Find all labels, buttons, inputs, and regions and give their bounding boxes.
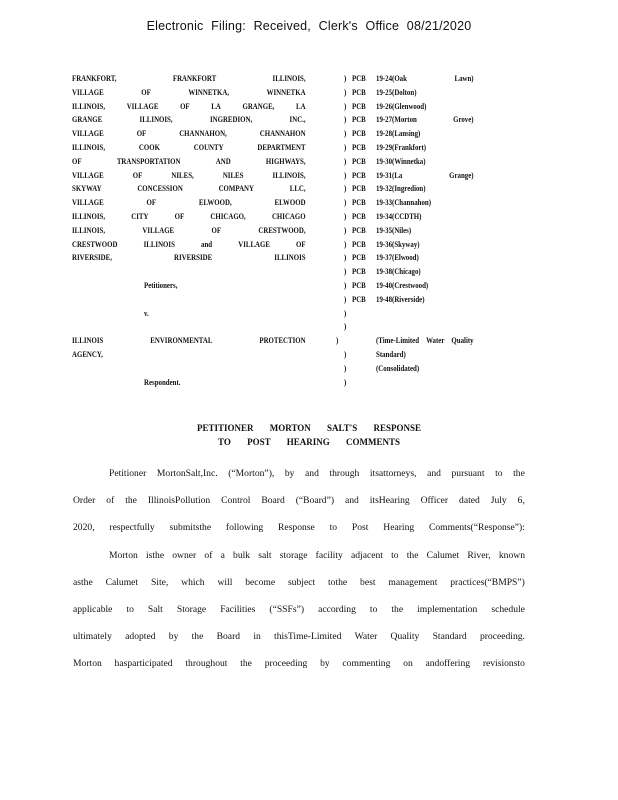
- word: River,: [467, 549, 491, 561]
- word: MortonSalt,Inc.: [156, 468, 218, 479]
- case-number: 19-30(Winnetka): [376, 155, 426, 166]
- word: Comments(“Response”):: [428, 522, 525, 534]
- word: CITY: [131, 210, 149, 221]
- pcb-label: PCB: [352, 169, 366, 180]
- caption-row: [72, 320, 456, 334]
- caption-row: [72, 210, 456, 224]
- word: TRANSPORTATION: [116, 155, 181, 166]
- word: DEPARTMENT: [257, 141, 306, 152]
- word: management: [388, 576, 438, 588]
- caption-paren: ): [344, 86, 347, 97]
- word: OF: [211, 224, 222, 235]
- word: the: [240, 658, 252, 670]
- word: Calumet: [105, 576, 139, 588]
- word: pursuant: [451, 468, 485, 479]
- word: OF: [132, 169, 143, 180]
- paragraph-1-line: [73, 460, 525, 487]
- paragraph-2-line: [73, 596, 525, 623]
- pcb-label: PCB: [352, 197, 366, 208]
- party-name-line: [72, 141, 306, 155]
- word: to: [391, 549, 399, 561]
- pcb-label: PCB: [352, 238, 366, 249]
- caption-paren: ): [336, 335, 339, 346]
- word: Storage: [176, 604, 207, 616]
- caption-paren: ): [344, 128, 347, 139]
- word: (“Morton”),: [228, 468, 275, 479]
- word: ILLINOIS,: [72, 141, 106, 152]
- word: INC.,: [289, 114, 306, 125]
- word: applicable: [73, 604, 113, 616]
- word: ILLINOIS,: [72, 100, 106, 111]
- word: OF: [136, 128, 147, 139]
- word: practices(“BMPS”): [450, 576, 525, 588]
- word: ultimately: [73, 631, 112, 643]
- word: storage: [279, 549, 308, 561]
- pcb-label: PCB: [352, 210, 366, 221]
- caption-row: [72, 348, 456, 362]
- caption-row: [72, 196, 456, 210]
- caption-row: [72, 155, 456, 169]
- word: OF: [72, 155, 82, 166]
- word: revisionsto: [482, 658, 525, 670]
- word: a: [220, 549, 225, 561]
- word: adopted: [125, 631, 156, 643]
- case-number: 19-37(Elwood): [376, 252, 419, 263]
- case-number: 19-34(CCDTH): [376, 210, 422, 221]
- word: ILLINOIS: [72, 335, 104, 346]
- word: thisTime-Limited: [274, 631, 342, 643]
- party-name-line: [72, 86, 306, 100]
- word: VILLAGE: [238, 238, 270, 249]
- word: (“Board”): [295, 495, 335, 507]
- word: 19-31(La: [376, 169, 403, 180]
- word: the: [191, 631, 204, 643]
- pcb-label: PCB: [352, 155, 366, 166]
- word: IllinoisPollution: [147, 495, 211, 507]
- word: Board: [216, 631, 241, 643]
- caption-paren: ): [344, 210, 347, 221]
- word: COMPANY: [218, 183, 254, 194]
- word: Morton: [109, 549, 138, 561]
- word: Salt: [147, 604, 163, 616]
- word: itsattorneys,: [369, 468, 417, 479]
- word: FRANKFORT,: [72, 73, 117, 83]
- caption-row: [72, 141, 456, 155]
- case-number: [376, 169, 474, 183]
- caption-row: [72, 334, 474, 348]
- word: COUNTY: [193, 141, 224, 152]
- party-name-line: [72, 334, 306, 348]
- paragraph-2-line: [73, 569, 525, 596]
- caption-paren: ): [344, 321, 347, 332]
- word: facility: [315, 549, 343, 561]
- case-number: [376, 334, 474, 348]
- party-name-line: Petitioners,: [144, 279, 178, 290]
- pcb-label: PCB: [352, 293, 366, 304]
- word: VILLAGE: [126, 100, 159, 111]
- word: RIVERSIDE: [173, 252, 213, 263]
- word: OF: [180, 100, 190, 111]
- word: FRANKFORT: [172, 73, 217, 83]
- case-number: Standard): [376, 348, 406, 359]
- word: adjacent: [350, 549, 383, 561]
- word: WINNETKA,: [188, 86, 230, 97]
- caption-row: [72, 169, 474, 183]
- case-number: (Consolidated): [376, 362, 420, 373]
- word: Water: [426, 335, 445, 346]
- word: Officer: [420, 495, 449, 507]
- word: NILES: [222, 169, 244, 180]
- word: GRANGE: [72, 114, 103, 125]
- word: AND: [215, 155, 231, 166]
- word: ILLINOIS,: [72, 224, 106, 235]
- caption-paren: ): [344, 73, 347, 83]
- word: (Time-Limited: [376, 335, 420, 346]
- word: OF: [141, 86, 151, 97]
- party-name-line: [72, 169, 306, 183]
- caption-row: [72, 279, 456, 293]
- paragraph-2-line: [73, 542, 525, 569]
- word: INGREDION,: [209, 114, 253, 125]
- case-number: 19-26(Glenwood): [376, 100, 427, 111]
- party-name-line: AGENCY,: [72, 348, 103, 359]
- word: schedule: [491, 604, 525, 616]
- caption-row: [72, 251, 456, 265]
- word: 2020,: [73, 522, 95, 534]
- word: asthe: [73, 576, 93, 588]
- party-name-line: Respondent.: [144, 376, 181, 387]
- word: hasparticipated: [114, 658, 173, 670]
- case-number: 19-48(Riverside): [376, 293, 425, 304]
- word: Water: [354, 631, 378, 643]
- party-name-line: [72, 182, 306, 196]
- party-name-line: [72, 251, 306, 265]
- word: Morton: [73, 658, 102, 670]
- word: VILLAGE: [72, 197, 104, 208]
- word: dated: [459, 495, 480, 507]
- caption-paren: ): [344, 238, 347, 249]
- case-number: 19-36(Skyway): [376, 238, 420, 249]
- party-name-line: [72, 100, 306, 114]
- party-name-line: v.: [144, 307, 149, 318]
- word: Facilities: [220, 604, 256, 616]
- word: CHICAGO,: [210, 210, 246, 221]
- caption-paren: ): [344, 376, 347, 387]
- word: which: [181, 576, 205, 588]
- caption-row: [72, 127, 456, 141]
- document-body: [73, 460, 525, 678]
- word: subject: [287, 576, 316, 588]
- caption-paren: ): [344, 141, 347, 152]
- pcb-label: PCB: [352, 86, 366, 97]
- word: CHANNAHON,: [179, 128, 227, 139]
- pcb-label: PCB: [352, 183, 366, 194]
- word: itsHearing: [369, 495, 410, 507]
- word: LLC,: [289, 183, 306, 194]
- word: the: [513, 468, 525, 479]
- word: through: [329, 468, 360, 479]
- word: 6,: [517, 495, 525, 507]
- caption-row: [72, 224, 456, 238]
- word: July: [490, 495, 507, 507]
- word: on: [403, 658, 413, 670]
- word: of: [106, 495, 115, 507]
- word: CHANNAHON: [259, 128, 306, 139]
- word: VILLAGE: [142, 224, 175, 235]
- case-number: 19-35(Niles): [376, 224, 412, 235]
- word: will: [217, 576, 233, 588]
- pcb-label: PCB: [352, 252, 366, 263]
- word: VILLAGE: [72, 86, 104, 97]
- caption-paren: ): [344, 155, 347, 166]
- word: LA: [211, 100, 221, 111]
- word: VILLAGE: [72, 128, 104, 139]
- word: SKYWAY: [72, 183, 102, 194]
- title-line-1: PETITIONER MORTON SALT'S RESPONSE: [197, 423, 421, 433]
- paragraph-2-line: [73, 650, 525, 677]
- word: OF: [174, 210, 185, 221]
- case-number: 19-25(Dolton): [376, 86, 417, 97]
- word: ILLINOIS,: [272, 73, 306, 83]
- word: respectfully: [109, 522, 155, 534]
- word: the: [125, 495, 137, 507]
- word: ELWOOD: [274, 197, 306, 208]
- word: ELWOOD,: [198, 197, 232, 208]
- word: submitsthe: [169, 522, 212, 534]
- caption-paren: ): [344, 114, 347, 125]
- caption-row: [72, 86, 456, 100]
- word: Hearing: [383, 522, 415, 534]
- word: OF: [146, 197, 157, 208]
- word: ILLINOIS,: [72, 210, 106, 221]
- pcb-label: PCB: [352, 100, 366, 111]
- word: Control: [221, 495, 251, 507]
- case-number: 19-29(Frankfort): [376, 141, 427, 152]
- word: ENVIRONMENTAL: [150, 335, 213, 346]
- word: HIGHWAYS,: [265, 155, 306, 166]
- caption-row: [72, 376, 456, 390]
- pcb-label: PCB: [352, 141, 366, 152]
- word: and: [305, 468, 319, 479]
- paragraph-2-line: [73, 623, 525, 650]
- case-number: [376, 113, 474, 127]
- word: andoffering: [425, 658, 471, 670]
- caption-row: [72, 238, 456, 252]
- word: Standard: [432, 631, 467, 643]
- caption-paren: ): [344, 279, 347, 290]
- caption-paren: ): [344, 307, 347, 318]
- word: isthe: [145, 549, 165, 561]
- word: CRESTWOOD,: [258, 224, 306, 235]
- caption-paren: ): [344, 169, 347, 180]
- word: the: [391, 604, 404, 616]
- word: COOK: [138, 141, 160, 152]
- pcb-label: PCB: [352, 266, 366, 277]
- caption-paren: ): [344, 266, 347, 277]
- caption-row: [72, 182, 456, 196]
- word: Quality: [390, 631, 420, 643]
- word: and: [344, 495, 359, 507]
- case-number: 19-40(Crestwood): [376, 279, 429, 290]
- word: owner: [172, 549, 197, 561]
- case-number: 19-38(Chicago): [376, 266, 421, 277]
- caption-paren: ): [344, 100, 347, 111]
- word: implementation: [417, 604, 478, 616]
- word: throughout: [185, 658, 228, 670]
- word: PROTECTION: [259, 335, 306, 346]
- word: Grove): [453, 114, 474, 125]
- party-name-line: [72, 210, 306, 224]
- caption-paren: ): [344, 252, 347, 263]
- word: in: [253, 631, 261, 643]
- word: CHICAGO: [271, 210, 306, 221]
- party-name-line: [72, 155, 306, 169]
- caption-paren: ): [344, 197, 347, 208]
- word: 19-27(Morton: [376, 114, 417, 125]
- caption-row: [72, 362, 456, 376]
- paragraph-1-line: [73, 487, 525, 514]
- word: following: [225, 522, 264, 534]
- word: best: [360, 576, 376, 588]
- document-title: [0, 421, 618, 449]
- word: to: [126, 604, 134, 616]
- word: ILLINOIS,: [272, 169, 306, 180]
- word: the: [406, 549, 419, 561]
- word: NILES,: [171, 169, 194, 180]
- pcb-label: PCB: [352, 73, 366, 83]
- word: Post: [351, 522, 369, 534]
- word: Lawn): [454, 73, 474, 83]
- word: by: [320, 658, 330, 670]
- word: to: [329, 522, 338, 534]
- word: ILLINOIS: [143, 238, 175, 249]
- caption-row: [72, 265, 456, 279]
- party-name-line: [72, 113, 306, 127]
- paragraph-1-line: [73, 514, 525, 541]
- word: Calumet: [426, 549, 460, 561]
- caption-row: [72, 307, 456, 321]
- caption-row: [72, 72, 474, 86]
- word: (“SSFs”): [269, 604, 305, 616]
- word: RIVERSIDE,: [72, 252, 112, 263]
- word: commenting: [342, 658, 391, 670]
- word: VILLAGE: [72, 169, 104, 180]
- caption-paren: ): [344, 183, 347, 194]
- caption-paren: ): [344, 224, 347, 235]
- caption-paren: ): [344, 362, 347, 373]
- party-name-line: [72, 127, 306, 141]
- caption-row: [72, 293, 456, 307]
- caption-paren: ): [344, 293, 347, 304]
- word: WINNETKA: [266, 86, 306, 97]
- case-number: 19-32(Ingredion): [376, 183, 426, 194]
- word: ILLINOIS,: [139, 114, 173, 125]
- word: Board: [261, 495, 285, 507]
- word: bulk: [233, 549, 251, 561]
- word: LA: [296, 100, 306, 111]
- pcb-label: PCB: [352, 224, 366, 235]
- word: Petitioner: [109, 468, 147, 479]
- word: Order: [73, 495, 96, 507]
- caption-paren: ): [344, 348, 347, 359]
- case-caption: [72, 72, 474, 389]
- case-number: [376, 72, 474, 86]
- word: OF: [296, 238, 306, 249]
- title-line-2: TO POST HEARING COMMENTS: [218, 437, 400, 447]
- party-name-line: [72, 72, 306, 86]
- word: CRESTWOOD: [72, 238, 118, 249]
- word: Response: [278, 522, 315, 534]
- word: 19-24(Oak: [376, 73, 407, 83]
- party-name-line: [72, 224, 306, 238]
- word: proceeding.: [479, 631, 525, 643]
- party-name-line: [72, 238, 306, 252]
- word: Grange): [449, 169, 474, 180]
- case-number: 19-33(Channahon): [376, 197, 432, 208]
- filing-stamp: Electronic Filing: Received, Clerk's Office 08/21/2020: [146, 19, 472, 33]
- word: tothe: [328, 576, 348, 588]
- caption-row: [72, 100, 456, 114]
- word: GRANGE,: [242, 100, 275, 111]
- pcb-label: PCB: [352, 114, 366, 125]
- word: salt: [258, 549, 272, 561]
- word: by: [284, 468, 295, 479]
- word: and: [427, 468, 441, 479]
- word: Site,: [150, 576, 169, 588]
- word: to: [369, 604, 378, 616]
- caption-row: [72, 113, 474, 127]
- word: of: [204, 549, 213, 561]
- word: according: [318, 604, 356, 616]
- word: proceeding: [264, 658, 308, 670]
- word: ILLINOIS: [274, 252, 306, 263]
- pcb-label: PCB: [352, 128, 366, 139]
- party-name-line: [72, 196, 306, 210]
- word: and: [201, 238, 213, 249]
- pcb-label: PCB: [352, 279, 366, 290]
- word: Quality: [451, 335, 474, 346]
- word: by: [168, 631, 179, 643]
- word: known: [498, 549, 525, 561]
- word: to: [495, 468, 503, 479]
- word: CONCESSION: [137, 183, 183, 194]
- case-number: 19-28(Lansing): [376, 128, 421, 139]
- word: become: [245, 576, 276, 588]
